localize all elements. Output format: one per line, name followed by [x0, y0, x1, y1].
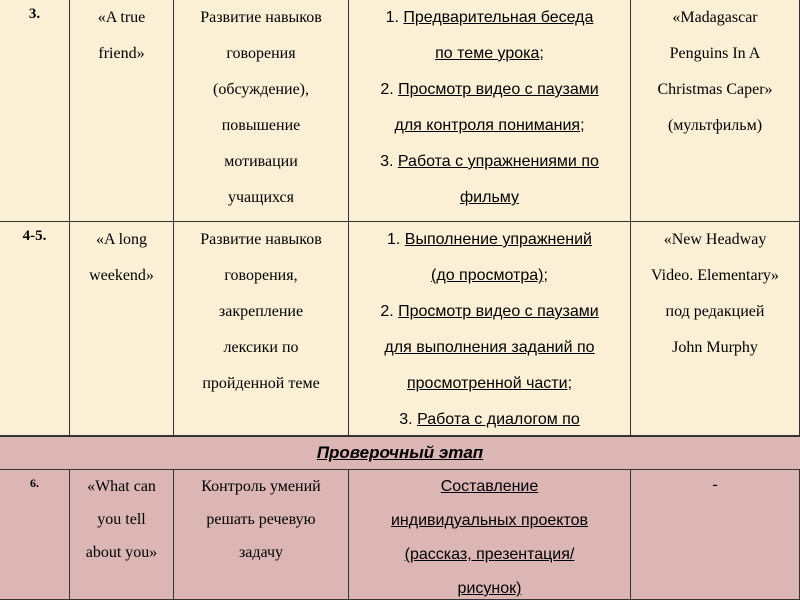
material-cell: «Madagascar Penguins In A Christmas Caper» (мультфильм) [631, 0, 800, 222]
row-number: 3. [0, 0, 70, 222]
activity-link[interactable]: Выполнение упражнений [404, 231, 592, 248]
row-number: 6. [0, 470, 70, 600]
stage-header: Проверочный этап [0, 436, 800, 470]
activities-cell: 1. Выполнение упражнений (до просмотра); 2. Просмотр видео с паузами для выполнения заданий по просмотренной части; 3. Работа с диалогом по [349, 222, 631, 436]
activities-cell: Составление индивидуальных проектов (рассказ, презентация/ рисунок) [349, 470, 631, 600]
goal-cell: Контроль умений решать речевую задачу [174, 470, 349, 600]
activity-link[interactable]: Предварительная беседа [403, 9, 594, 26]
topic-cell: «A true friend» [70, 0, 174, 222]
activity-link[interactable]: Просмотр видео с паузами [398, 81, 599, 98]
material-cell: - [631, 470, 800, 600]
goal-cell: Развитие навыков говорения (обсуждение), повышение мотивации учащихся [174, 0, 349, 222]
activities-cell: 1. Предварительная беседа по теме урока; 2. Просмотр видео с паузами для контроля понимания; 3. Работа с упражнениями по фильму [349, 0, 631, 222]
activity-link[interactable]: Просмотр видео с паузами [398, 303, 599, 320]
goal-cell: Развитие навыков говорения, закрепление лексики по пройденной теме [174, 222, 349, 436]
topic-cell: «What can you tell about you» [70, 470, 174, 600]
material-cell: «New Headway Video. Elementary» под редакцией John Murphy [631, 222, 800, 436]
topic-cell: «A long weekend» [70, 222, 174, 436]
activity-link[interactable]: Составление [440, 478, 539, 495]
row-number: 4-5. [0, 222, 70, 436]
activity-link[interactable]: Работа с диалогом по [417, 411, 580, 428]
activity-link[interactable]: Работа с упражнениями по [397, 153, 599, 170]
